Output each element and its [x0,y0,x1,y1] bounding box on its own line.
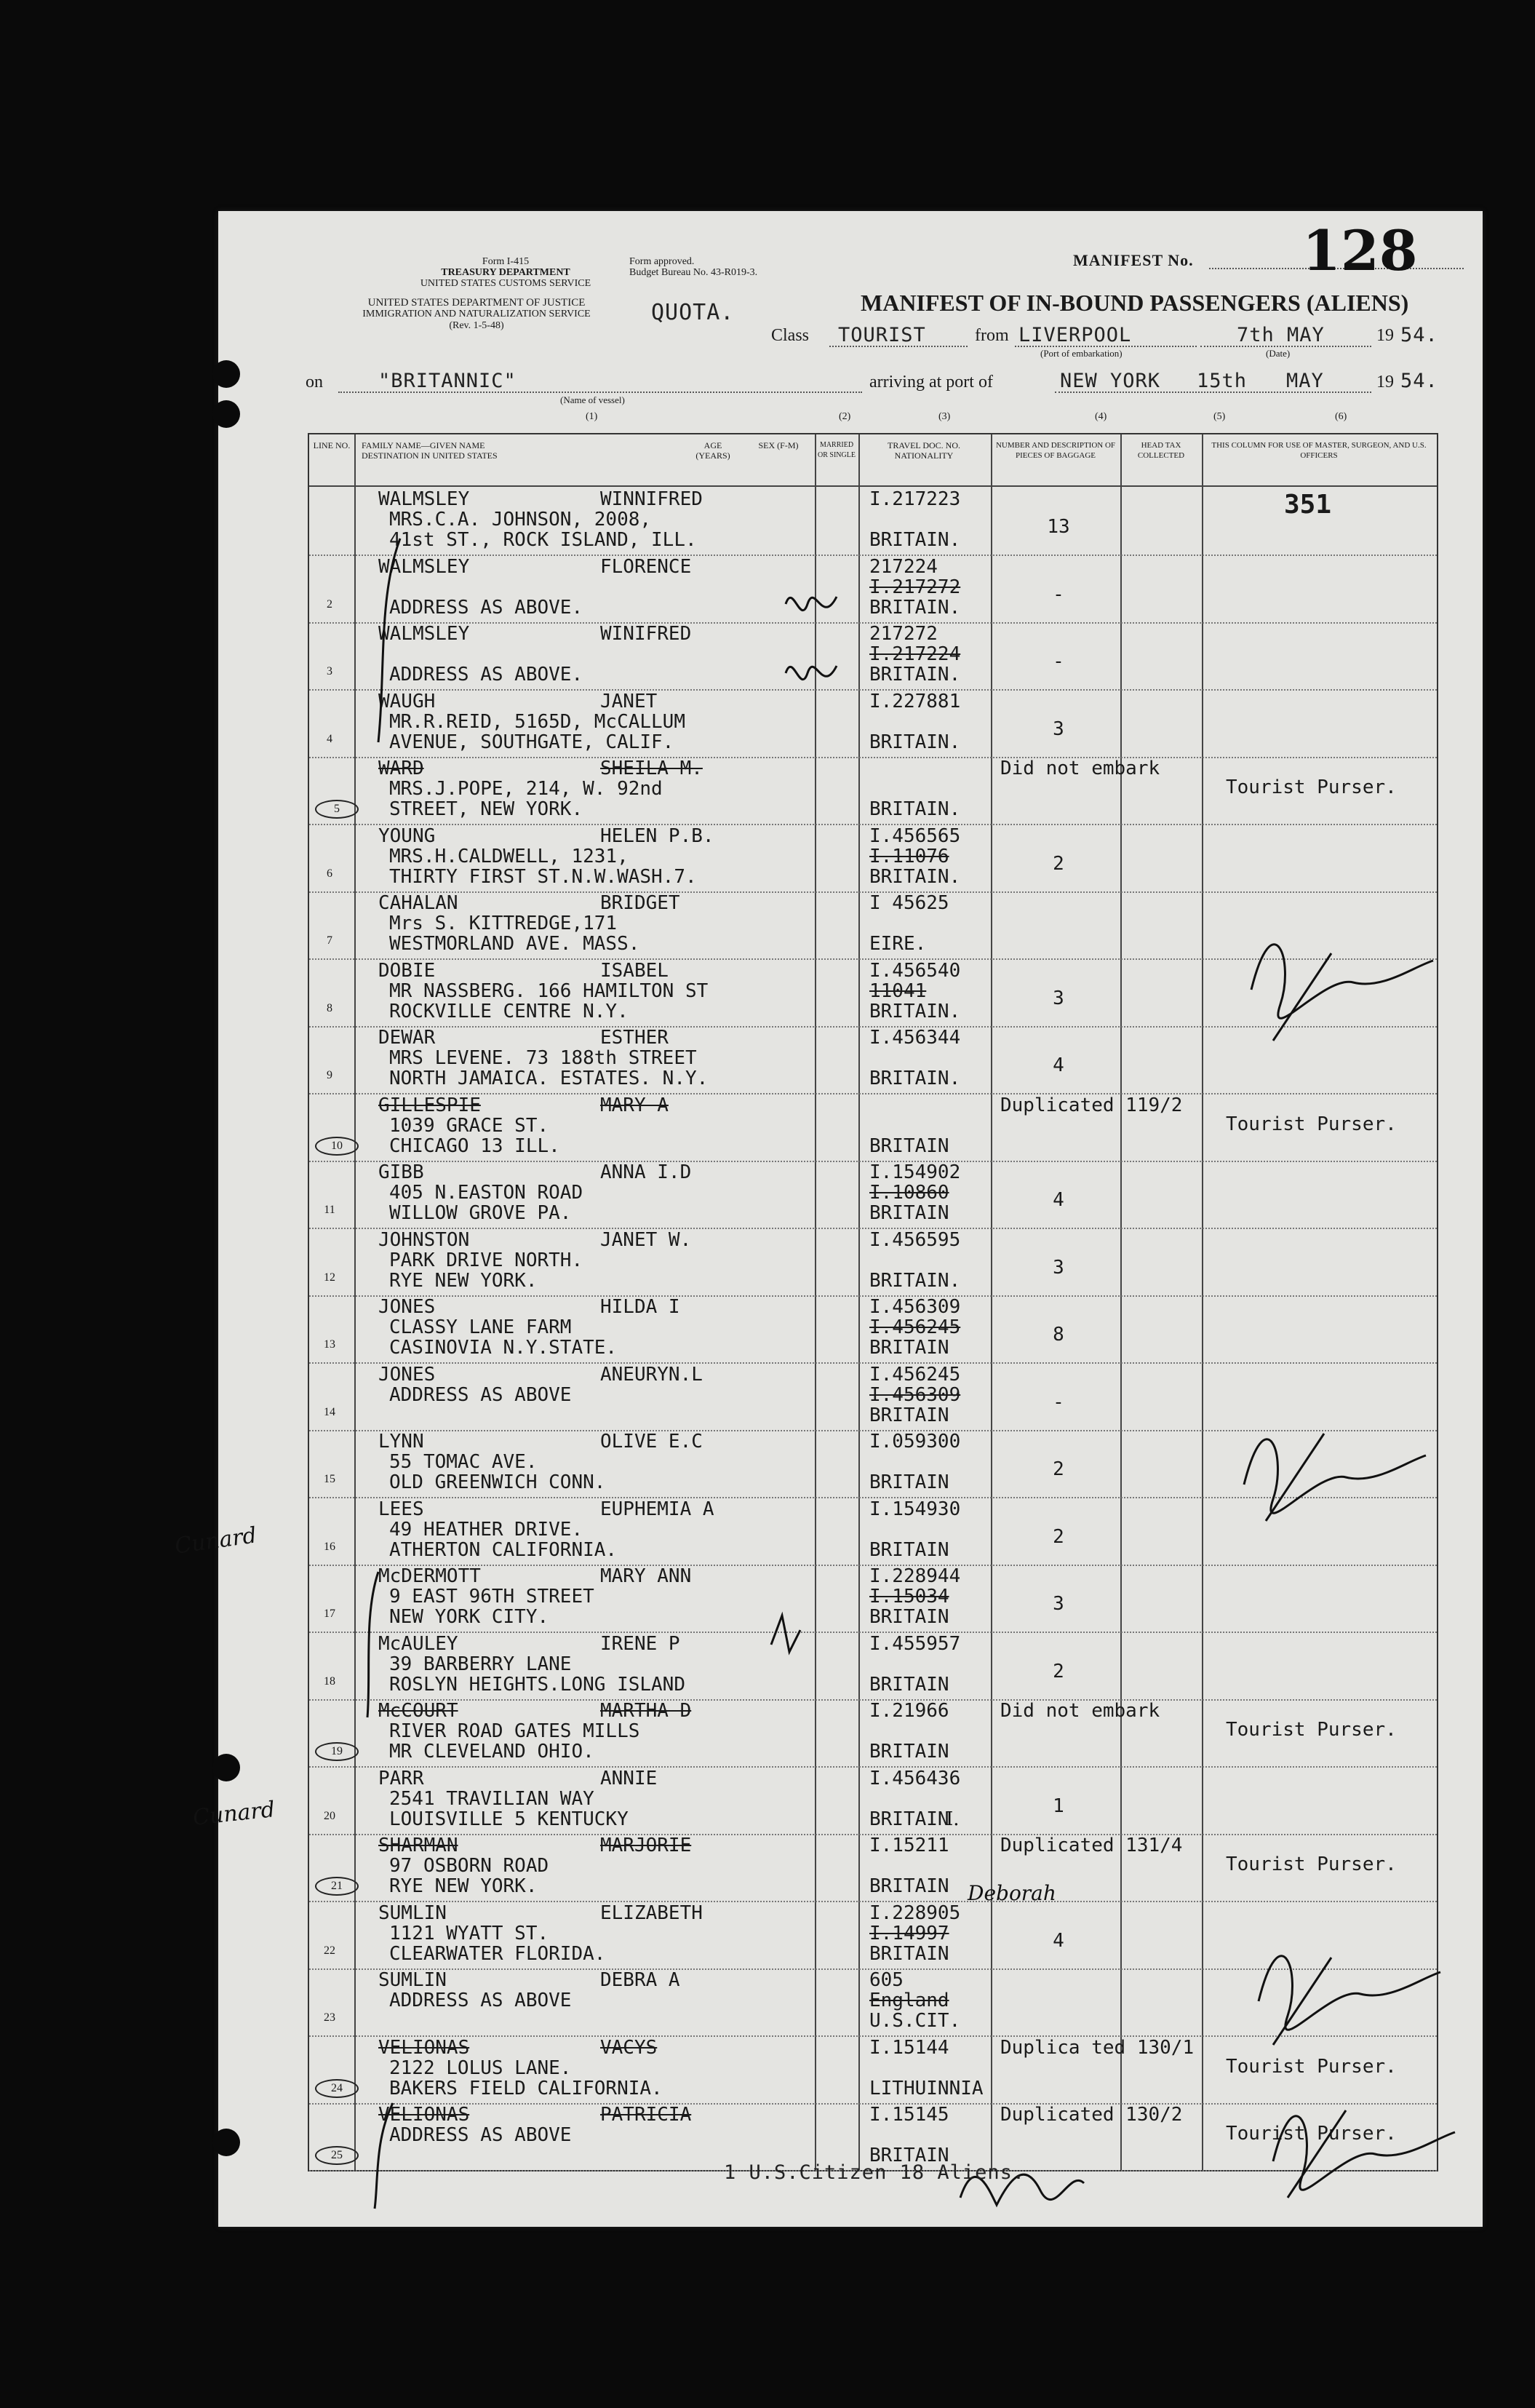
travel-doc: 217272 [869,623,938,645]
family-name: SUMLIN [378,1902,447,1924]
nationality: EIRE. [869,933,927,955]
customs-service: UNITED STATES CUSTOMS SERVICE [420,278,591,289]
travel-doc: I.456436 [869,1767,961,1789]
family-name: JOHNSTON [378,1228,470,1251]
given-name: MARTHA D [600,1700,692,1722]
baggage: 2 [1053,852,1064,875]
given-name: ANEURYN.L [600,1363,703,1386]
officer-signature [1273,2110,1455,2198]
destination-line-1: 97 OSBORN ROAD [389,1855,549,1877]
nationality: BRITAIN. [869,529,961,551]
bracket-mark [375,2103,393,2209]
destination-line-2: RYE NEW YORK. [389,1875,538,1897]
class-label: Class [771,326,810,345]
treasury-dept: TREASURY DEPARTMENT [441,267,570,278]
officer-notes: Tourist Purser. [1226,776,1397,798]
arrival-line [1055,392,1371,393]
line-number: 9 [327,1069,332,1081]
travel-doc: I.456540 [869,959,961,982]
nationality: BRITAIN. [869,1269,961,1292]
destination-line-2: CASINOVIA N.Y.STATE. [389,1337,618,1359]
family-name: JONES [378,1363,436,1386]
nationality: U.S.CIT. [869,2010,961,2032]
port-of-embarkation: LIVERPOOL [1018,324,1132,346]
married-marker: I. [946,1808,960,1830]
nationality: BRITAIN [869,1606,949,1628]
class-value: TOURIST [838,324,926,346]
destination-line-1: 9 EAST 96TH STREET [389,1586,594,1608]
manifest-no-label: MANIFEST No. [1073,251,1194,269]
baggage: 4 [1053,1929,1064,1952]
family-name: WALMSLEY [378,488,470,510]
family-name: WALMSLEY [378,623,470,645]
destination-line-1: MRS LEVENE. 73 188th STREET [389,1047,697,1069]
travel-doc-alt: I.14997 [869,1922,949,1944]
officer-signature [1259,1956,1440,2045]
line-number: 2 [327,597,332,611]
nationality: BRITAIN. [869,865,961,888]
travel-doc: I.228905 [869,1902,961,1924]
destination-line-1: PARK DRIVE NORTH. [389,1249,583,1271]
baggage: Duplicated 131/4 [1000,1835,1183,1856]
line-number: 21 [315,1877,359,1896]
baggage: 3 [1053,1256,1064,1279]
nationality: BRITAIN. [869,1068,961,1089]
travel-doc-alt: England [869,1990,949,2011]
nationality: BRITAIN. [869,596,961,619]
destination-line-1: ADDRESS AS ABOVE [389,1383,572,1406]
baggage: 8 [1053,1324,1064,1346]
manifest-page [173,211,1483,2227]
nationality: BRITAIN [869,2145,949,2166]
travel-doc-alt: 11041 [869,980,927,1002]
baggage: Did not embark [1000,758,1160,779]
family-name: LEES [378,1498,424,1520]
col-num-4: (4) [1095,411,1107,422]
given-name: BRIDGET [600,892,680,914]
travel-doc: I.15145 [869,2104,949,2126]
destination-line-1: 1121 WYATT ST. [389,1922,549,1944]
destination-line-2: AVENUE, SOUTHGATE, CALIF. [389,731,674,753]
destination-line-2: WESTMORLAND AVE. MASS. [389,933,640,955]
baggage: Duplica ted 130/1 [1000,2036,1195,2059]
initials-mark [786,597,837,611]
col-travel-doc: TRAVEL DOC. NO. NATIONALITY [887,440,960,461]
destination-line-1: MR.R.REID, 5165D, McCALLUM [389,710,685,733]
baggage: Duplicated 119/2 [1000,1094,1183,1116]
line-number: 11 [324,1204,335,1216]
arrival-port: NEW YORK [1060,370,1161,392]
embark-date: 7th MAY [1237,324,1325,346]
given-name: WINIFRED [600,623,692,645]
line-number: 17 [324,1608,335,1620]
line-number: 5 [315,800,359,819]
given-name: MARJORIE [600,1835,692,1856]
officer-notes: Tourist Purser. [1226,2055,1397,2078]
given-name: PATRICIA [600,2104,692,2126]
destination-line-2: WILLOW GROVE PA. [389,1202,572,1224]
baggage: 3 [1053,1593,1064,1615]
baggage: 1 [1053,1795,1064,1817]
given-name: FLORENCE [600,555,692,578]
family-name: SUMLIN [378,1969,447,1991]
baggage: 13 [1047,516,1070,538]
family-name: DOBIE [378,959,436,982]
port-line [1015,346,1197,347]
given-name: ANNIE [600,1767,658,1789]
travel-doc: I.15211 [869,1835,949,1856]
initials-mark [786,666,837,680]
manifest-title: MANIFEST OF IN-BOUND PASSENGERS (ALIENS) [861,290,1409,316]
destination-line-2: ROCKVILLE CENTRE N.Y. [389,1000,629,1022]
col-baggage: NUMBER AND DESCRIPTION OF PIECES OF BAGGAGE [995,441,1116,460]
officer-notes: Tourist Purser. [1226,1113,1397,1135]
given-name: ELIZABETH [600,1902,703,1924]
nationality: BRITAIN [869,1538,949,1561]
footer-summary: 1 U.S.Citizen 18 Aliens. [724,2161,1026,2184]
destination-line-1: Mrs S. KITTREDGE,171 [389,913,618,934]
embark-year: 54. [1400,324,1438,346]
travel-doc: I.228944 [869,1565,961,1587]
given-name: JANET [600,690,658,712]
col-married: MARRIED OR SINGLE [818,441,856,459]
arrival-year: 54. [1400,370,1438,392]
travel-doc: 605 [869,1969,904,1991]
travel-doc: I.059300 [869,1431,961,1453]
line-number: 14 [324,1405,335,1418]
destination-line-1: 55 TOMAC AVE. [389,1451,538,1473]
travel-doc: I.217223 [869,488,961,510]
travel-doc: I.455957 [869,1632,961,1655]
line-number: 7 [327,934,332,947]
col-head-tax: HEAD TAX COLLECTED [1137,441,1185,460]
manifest-number: 128 [1302,218,1418,283]
given-name: MARY ANN [600,1565,692,1587]
nationality: BRITAIN [869,1337,949,1359]
destination-line-2: NEW YORK CITY. [389,1606,549,1628]
given-name: JANET W. [600,1228,692,1251]
line-number: 3 [327,665,332,678]
nationality: LITHUINNIA [869,2077,984,2099]
nationality: BRITAIN [869,1471,949,1493]
destination-line-2: OLD GREENWICH CONN. [389,1471,606,1493]
destination-line-2: BAKERS FIELD CALIFORNIA. [389,2077,663,2099]
destination-line-2: NORTH JAMAICA. ESTATES. N.Y. [389,1068,709,1089]
destination-line-1: MRS.C.A. JOHNSON, 2008, [389,509,652,531]
nationality: BRITAIN [869,1135,949,1157]
nationality: BRITAIN [869,1404,949,1426]
destination-line-1: RIVER ROAD GATES MILLS [389,1720,640,1742]
given-name: HELEN P.B. [600,824,714,847]
line-number: 6 [327,867,332,880]
arriving-label: arriving at port of [869,373,993,392]
given-name: OLIVE E.C [600,1431,703,1453]
family-name: WALMSLEY [378,555,470,578]
ins-service: IMMIGRATION AND NATURALIZATION SERVICE [362,309,591,319]
hand-deborah: Deborah [968,1881,1056,1905]
nationality: BRITAIN. [869,664,961,686]
line-number: 10 [315,1137,359,1156]
punch-hole [212,360,240,388]
year-prefix: 19 [1376,326,1394,345]
family-name: PARR [378,1767,424,1789]
destination-line-2: CLEARWATER FLORIDA. [389,1942,606,1965]
officer-notes: Tourist Purser. [1226,1719,1397,1741]
travel-doc: 217224 [869,555,938,578]
line-number: 25 [315,2146,359,2165]
vessel-line [338,392,862,393]
bracket-mark [367,1572,378,1717]
travel-doc-alt: I.217224 [869,643,961,665]
col-sex: SEX (F-M) [758,440,799,450]
destination-line-1: 2541 TRAVILIAN WAY [389,1787,594,1810]
given-name: ESTHER [600,1027,669,1049]
baggage: 2 [1053,1458,1064,1480]
family-name: LYNN [378,1431,424,1453]
family-name: DEWAR [378,1027,436,1049]
family-name: YOUNG [378,824,436,847]
line-number: 8 [327,1001,332,1014]
baggage: 2 [1053,1660,1064,1682]
travel-doc: I.456565 [869,824,961,847]
baggage: - [1053,651,1064,672]
destination-line-1: 1039 GRACE ST. [389,1114,549,1137]
form-approved: Form approved. [629,256,695,267]
hand-cunard-2: Cunard [191,1797,276,1831]
family-name: SHARMAN [378,1835,458,1856]
family-name: GILLESPIE [378,1094,481,1116]
travel-doc: I.15144 [869,2036,949,2059]
nationality: BRITAIN. [869,1000,961,1022]
punch-hole [212,2129,240,2156]
class-line [829,346,968,347]
line-number: 19 [315,1742,359,1761]
handwritten-marks [306,490,1506,2212]
line-number: 20 [324,1809,335,1822]
from-label: from [975,326,1009,345]
officer-notes: Tourist Purser. [1226,1853,1397,1875]
col-num-6: (6) [1335,411,1347,422]
family-name: CAHALAN [378,892,458,914]
travel-doc: I.456245 [869,1363,961,1386]
destination-line-2: THIRTY FIRST ST.N.W.WASH.7. [389,865,697,888]
officer-signature [1244,1434,1426,1521]
date-line [1200,346,1371,347]
baggage: - [1053,583,1064,605]
officer-notes: Tourist Purser. [1226,2123,1397,2145]
family-name: McCOURT [378,1700,458,1722]
line-number: 24 [315,2079,359,2098]
destination-line-2: ATHERTON CALIFORNIA. [389,1538,618,1561]
travel-doc-alt: I.11076 [869,845,949,867]
nationality: BRITAIN. [869,798,961,820]
destination-line-2: MR CLEVELAND OHIO. [389,1741,594,1763]
arrival-date: 15th [1197,370,1248,392]
nationality: BRITAIN [869,1741,949,1763]
destination-line-1: ADDRESS AS ABOVE [389,2124,572,2146]
given-name: VACYS [600,2036,658,2059]
travel-doc: I.227881 [869,690,961,712]
travel-doc: I.21966 [869,1700,949,1722]
destination-line-1: 49 HEATHER DRIVE. [389,1518,583,1541]
travel-doc-alt: I.456245 [869,1316,961,1338]
destination-line-1: MRS.J.POPE, 214, W. 92nd [389,778,663,800]
baggage: - [1053,1391,1064,1413]
quota-label: QUOTA. [651,300,735,325]
col-num-3: (3) [938,411,951,422]
nationality: BRITAIN [869,1942,949,1965]
punch-hole [212,400,240,428]
destination-line-1: MRS.H.CALDWELL, 1231, [389,845,629,867]
col-name: FAMILY NAME—GIVEN NAME DESTINATION IN UNITED STATES [362,440,498,461]
col-num-2: (2) [839,411,851,422]
arrival-year-prefix: 19 [1376,373,1394,392]
given-name: EUPHEMIA A [600,1498,714,1520]
port-caption: (Port of embarkation) [1040,348,1123,359]
col-num-1: (1) [586,411,598,422]
destination-line-2: ADDRESS AS ABOVE. [389,596,583,619]
given-name: IRENE P [600,1632,680,1655]
destination-line-2: CHICAGO 13 ILL. [389,1135,560,1157]
given-name: WINNIFRED [600,488,703,510]
officer-notes: 351 [1284,490,1332,520]
family-name: GIBB [378,1161,424,1183]
form-number: Form I-415 [482,256,530,267]
line-number: 15 [324,1473,335,1485]
given-name: SHEILA M. [600,758,703,779]
destination-line-2: LOUISVILLE 5 KENTUCKY [389,1808,629,1830]
baggage: 2 [1053,1525,1064,1548]
baggage: 4 [1053,1054,1064,1076]
line-number: 12 [324,1271,335,1284]
destination-line-1: ADDRESS AS ABOVE [389,1990,572,2011]
family-name: WARD [378,758,424,779]
baggage: Did not embark [1000,1700,1160,1722]
destination-line-1: MR NASSBERG. 166 HAMILTON ST [389,980,709,1002]
family-name: JONES [378,1296,436,1318]
travel-doc: I 45625 [869,892,949,914]
travel-doc: I.456344 [869,1027,961,1049]
destination-line-2: ROSLYN HEIGHTS.LONG ISLAND [389,1673,685,1696]
destination-line-2: STREET, NEW YORK. [389,798,583,820]
officer-signature [1251,945,1433,1041]
destination-line-2: 41st ST., ROCK ISLAND, ILL. [389,529,697,551]
baggage: Duplicated 130/2 [1000,2104,1183,2126]
travel-doc-alt: I.217272 [869,576,961,598]
line-number: 22 [324,1944,335,1957]
col-num-5: (5) [1213,411,1226,422]
given-name: ANNA I.D [600,1161,692,1183]
destination-line-2: RYE NEW YORK. [389,1269,538,1292]
punch-hole [212,1754,240,1781]
destination-line-1: CLASSY LANE FARM [389,1316,572,1338]
line-number: 18 [324,1674,335,1688]
nationality: BRITAIN [869,1875,949,1897]
nationality: BRITAIN [869,1808,949,1830]
family-name: WAUGH [378,690,436,712]
line-number: 13 [324,1338,335,1351]
on-label: on [306,373,323,392]
baggage: 4 [1053,1189,1064,1211]
justice-dept: UNITED STATES DEPARTMENT OF JUSTICE [367,297,586,309]
destination-line-1: 405 N.EASTON ROAD [389,1182,583,1204]
travel-doc-alt: I.456309 [869,1383,961,1406]
budget-bureau: Budget Bureau No. 43-R019-3. [629,267,758,278]
nationality: BRITAIN [869,1673,949,1696]
line-number: 4 [327,732,332,745]
destination-line-1: 39 BARBERRY LANE [389,1653,572,1675]
col-age: AGE (YEARS) [695,440,730,461]
hand-cunard-1: Cunard [173,1522,258,1559]
vessel-caption: (Name of vessel) [560,394,625,405]
travel-doc-alt: I.10860 [869,1182,949,1204]
arrival-month: MAY [1286,370,1324,392]
col-officers: THIS COLUMN FOR USE OF MASTER, SURGEON, AND U.S. OFFICERS [1211,441,1427,460]
travel-doc: I.456595 [869,1228,961,1251]
date-caption: (Date) [1266,348,1291,359]
vessel-name: "BRITANNIC" [378,370,517,392]
given-name: DEBRA A [600,1969,680,1991]
nationality: BRITAIN [869,1202,949,1224]
destination-line-1: 2122 LOLUS LANE. [389,2057,572,2079]
line-number: 23 [324,2011,335,2024]
travel-doc: I.154930 [869,1498,961,1520]
family-name: McDERMOTT [378,1565,481,1587]
family-name: VELIONAS [378,2104,470,2126]
family-name: VELIONAS [378,2036,470,2059]
line-number: 16 [324,1540,335,1553]
travel-doc: I.456309 [869,1296,961,1318]
family-name: McAULEY [378,1632,458,1655]
bracket-mark [378,539,400,742]
destination-line-2: ADDRESS AS ABOVE. [389,664,583,686]
baggage: 3 [1053,987,1064,1009]
nationality: BRITAIN. [869,731,961,753]
baggage: 3 [1053,718,1064,740]
initials-mark [771,1616,800,1652]
travel-doc-alt: I.15034 [869,1586,949,1608]
given-name: MARY A [600,1094,669,1116]
travel-doc: I.154902 [869,1161,961,1183]
rev-date: (Rev. 1-5-48) [449,320,504,331]
given-name: HILDA I [600,1296,680,1318]
given-name: ISABEL [600,959,669,982]
col-line-no: LINE NO. [313,440,351,450]
